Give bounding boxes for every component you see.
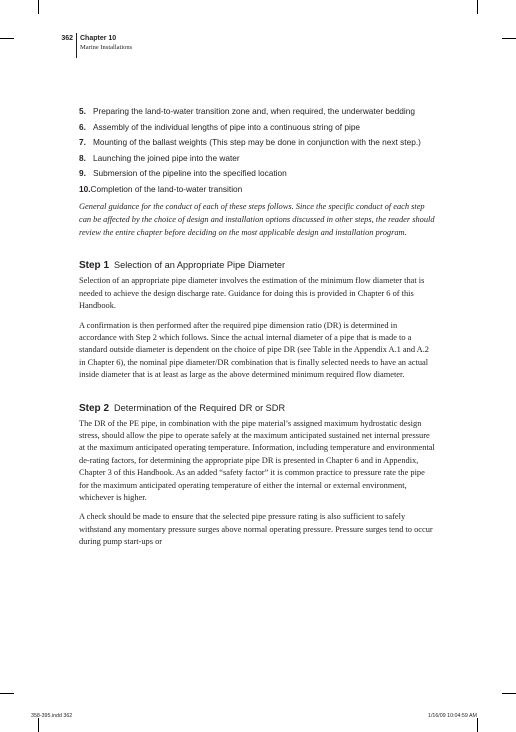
crop-mark-top-right-h bbox=[502, 38, 516, 39]
step1-title: Selection of an Appropriate Pipe Diameter bbox=[114, 260, 286, 271]
footer-timestamp: 1/16/09 10:04:59 AM bbox=[428, 713, 477, 719]
list-item-text: Preparing the land-to-water transition zone and, when required, the underwater bedding bbox=[93, 106, 415, 116]
step1-paragraph: A confirmation is then performed after the required pipe dimension ratio (DR) is determined in accordance with Step 2 which follows. Since the actual internal diameter of a pipe that is made to a standard outside diameter is dependent on the choice of pipe DR (see Table in the Appendix A.1 and A.2 in Chapter 6), the nominal pipe diameter/DR combination that is finally selected needs to have an actual inside diameter that is at least as large as the above determined minimum required flow diameter. bbox=[79, 320, 429, 380]
list-item bbox=[79, 137, 435, 149]
list-item-number: 6. bbox=[79, 121, 86, 132]
installation-steps-list bbox=[79, 106, 435, 195]
list-item-text: Mounting of the ballast weights (This step may be done in conjunction with the next step.) bbox=[93, 137, 421, 147]
list-item-number: 10. bbox=[79, 183, 91, 194]
footer-file-slug: 358-395.indd 362 bbox=[31, 713, 73, 719]
list-item bbox=[79, 106, 435, 118]
crop-mark-top-left-h bbox=[0, 38, 14, 39]
crop-mark-bottom-right-v bbox=[477, 718, 478, 732]
list-item-text: Assembly of the individual lengths of pipe into a continuous string of pipe bbox=[93, 121, 361, 132]
step2-label: Step 2 bbox=[79, 402, 110, 414]
list-item-text: Completion of the land-to-water transition bbox=[90, 183, 243, 194]
header-divider bbox=[76, 33, 77, 58]
step2-paragraph: A check should be made to ensure that the selected pipe pressure rating is also sufficient to safely withstand any momentary pressure surges above normal operating pressure. Pressure surges tend to occur during pump start-ups or bbox=[79, 512, 433, 547]
step1-label: Step 1 bbox=[79, 260, 110, 272]
chapter-label: Chapter 10 bbox=[80, 35, 117, 42]
list-item-number: 9. bbox=[79, 168, 86, 178]
step2-paragraph: The DR of the PE pipe, in combination with the pipe material’s assigned maximum hydrostatic design stress, should allow the pipe to operate safely at the maximum anticipated sustained net internal pressure at the maximum anticipated operating temperature. Information, including temperature and environmental de-rating factors, for determining the appropriate pipe DR is presented in Chapter 6 and in Appendix, Chapter 3 of this Handbook. As an added “safety factor” it is common practice to pressure rate the pipe for the maximum anticipated operating temperature of either the internal or external environment, whichever is higher. bbox=[79, 418, 435, 503]
page-content bbox=[79, 106, 435, 549]
crop-mark-top-left-v bbox=[38, 0, 39, 14]
list-item bbox=[79, 168, 435, 180]
crop-mark-bottom-left-v bbox=[38, 718, 39, 732]
crop-mark-top-right-v bbox=[477, 0, 478, 14]
list-item-number: 7. bbox=[79, 137, 86, 147]
list-item bbox=[79, 184, 435, 196]
list-item-number: 5. bbox=[79, 106, 86, 116]
list-item-text: Submersion of the pipeline into the specified location bbox=[93, 168, 287, 178]
intro-paragraph: General guidance for the conduct of each of these steps follows. Since the specific conduct of each step can be affected by the choice of design and installation options discussed in other steps, the reader should review the entire chapter before deciding on the most applicable design and installation program. bbox=[79, 202, 435, 237]
list-item bbox=[79, 153, 435, 165]
list-item-text: Launching the joined pipe into the water bbox=[93, 152, 240, 163]
step2-heading bbox=[79, 402, 435, 415]
step2-title: Determination of the Required DR or SDR bbox=[114, 402, 286, 413]
list-item bbox=[79, 122, 435, 134]
step1-paragraph: Selection of an appropriate pipe diameter involves the estimation of the minimum flow diameter that is needed to achieve the design discharge rate. Guidance for doing this is provided in Chapter 6 of this Handbook. bbox=[79, 276, 425, 311]
crop-mark-bottom-left-h bbox=[0, 693, 14, 694]
chapter-subtitle: Marine Installations bbox=[80, 44, 133, 51]
step1-heading bbox=[79, 259, 435, 272]
list-item-number: 8. bbox=[79, 152, 86, 163]
crop-mark-bottom-right-h bbox=[502, 693, 516, 694]
page-number: 362 bbox=[61, 35, 73, 42]
